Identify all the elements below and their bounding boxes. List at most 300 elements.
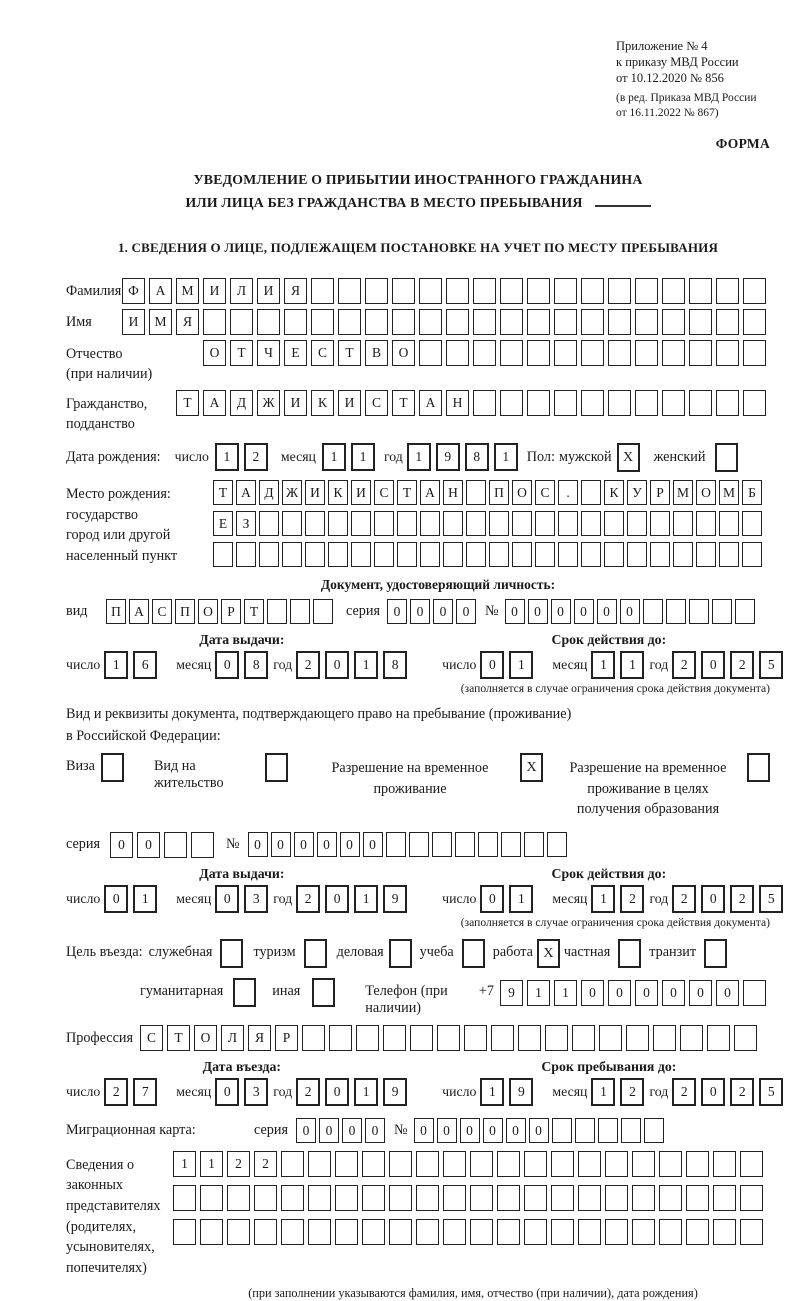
char-box[interactable]: О bbox=[696, 480, 716, 505]
char-box[interactable] bbox=[335, 1185, 358, 1211]
char-box[interactable] bbox=[365, 309, 388, 335]
date-digit-box[interactable]: 3 bbox=[244, 885, 268, 913]
char-box[interactable]: Ф bbox=[122, 278, 145, 304]
char-box[interactable]: С bbox=[535, 480, 555, 505]
char-box[interactable] bbox=[719, 542, 739, 567]
char-box[interactable] bbox=[362, 1185, 385, 1211]
date-digit-box[interactable]: 3 bbox=[244, 1078, 268, 1106]
char-box[interactable]: Т bbox=[397, 480, 417, 505]
checkbox-temp-residence-education[interactable] bbox=[747, 753, 770, 782]
char-box[interactable] bbox=[686, 1185, 709, 1211]
char-box[interactable] bbox=[632, 1151, 655, 1177]
char-box[interactable] bbox=[558, 542, 578, 567]
checkbox-other[interactable] bbox=[312, 978, 335, 1007]
char-box[interactable]: 1 bbox=[527, 980, 550, 1006]
char-box[interactable] bbox=[740, 1185, 763, 1211]
char-box[interactable]: Ж bbox=[257, 390, 280, 416]
char-box[interactable] bbox=[386, 832, 406, 857]
char-box[interactable] bbox=[608, 309, 631, 335]
char-box[interactable] bbox=[281, 1185, 304, 1211]
char-box[interactable] bbox=[696, 542, 716, 567]
char-box[interactable] bbox=[466, 480, 486, 505]
date-digit-box[interactable]: 2 bbox=[296, 885, 320, 913]
char-box[interactable] bbox=[259, 511, 279, 536]
char-box[interactable] bbox=[527, 340, 550, 366]
char-box[interactable]: С bbox=[374, 480, 394, 505]
char-box[interactable]: Б bbox=[742, 480, 762, 505]
char-box[interactable] bbox=[626, 1025, 649, 1051]
char-box[interactable] bbox=[581, 309, 604, 335]
char-box[interactable]: 0 bbox=[294, 832, 314, 857]
char-box[interactable] bbox=[313, 599, 333, 624]
char-box[interactable] bbox=[500, 390, 523, 416]
char-box[interactable] bbox=[581, 480, 601, 505]
char-box[interactable] bbox=[689, 340, 712, 366]
char-box[interactable] bbox=[581, 390, 604, 416]
checkbox-tourism[interactable] bbox=[304, 939, 327, 968]
char-box[interactable]: 0 bbox=[110, 832, 133, 858]
char-box[interactable]: И bbox=[203, 278, 226, 304]
char-box[interactable] bbox=[227, 1185, 250, 1211]
char-box[interactable] bbox=[735, 599, 755, 624]
char-box[interactable] bbox=[420, 542, 440, 567]
char-box[interactable] bbox=[554, 309, 577, 335]
date-digit-box[interactable]: 1 bbox=[104, 651, 128, 679]
date-digit-box[interactable]: 5 bbox=[759, 1078, 783, 1106]
char-box[interactable]: Я bbox=[176, 309, 199, 335]
char-box[interactable] bbox=[392, 309, 415, 335]
char-box[interactable]: 9 bbox=[500, 980, 523, 1006]
date-digit-box[interactable]: 0 bbox=[480, 651, 504, 679]
char-box[interactable] bbox=[551, 1151, 574, 1177]
date-digit-box[interactable]: 1 bbox=[322, 443, 346, 471]
char-box[interactable] bbox=[686, 1219, 709, 1245]
date-digit-box[interactable]: 8 bbox=[244, 651, 268, 679]
date-digit-box[interactable]: 6 bbox=[133, 651, 157, 679]
char-box[interactable]: 0 bbox=[433, 599, 453, 624]
date-digit-box[interactable]: 1 bbox=[133, 885, 157, 913]
date-digit-box[interactable]: 1 bbox=[509, 885, 533, 913]
char-box[interactable] bbox=[173, 1219, 196, 1245]
char-box[interactable]: А bbox=[236, 480, 256, 505]
date-digit-box[interactable]: 2 bbox=[730, 1078, 754, 1106]
char-box[interactable] bbox=[662, 390, 685, 416]
char-box[interactable] bbox=[605, 1151, 628, 1177]
char-box[interactable]: К bbox=[328, 480, 348, 505]
date-digit-box[interactable]: 1 bbox=[407, 443, 431, 471]
char-box[interactable] bbox=[662, 340, 685, 366]
char-box[interactable] bbox=[524, 1219, 547, 1245]
char-box[interactable] bbox=[489, 511, 509, 536]
date-digit-box[interactable]: 1 bbox=[354, 885, 378, 913]
char-box[interactable] bbox=[397, 542, 417, 567]
date-digit-box[interactable]: 5 bbox=[759, 651, 783, 679]
char-box[interactable]: Т bbox=[338, 340, 361, 366]
char-box[interactable] bbox=[713, 1185, 736, 1211]
char-box[interactable]: 0 bbox=[620, 599, 640, 624]
char-box[interactable] bbox=[254, 1219, 277, 1245]
char-box[interactable]: 0 bbox=[506, 1118, 526, 1143]
char-box[interactable] bbox=[419, 309, 442, 335]
char-box[interactable] bbox=[689, 390, 712, 416]
char-box[interactable] bbox=[713, 1219, 736, 1245]
char-box[interactable] bbox=[362, 1151, 385, 1177]
char-box[interactable] bbox=[696, 511, 716, 536]
char-box[interactable] bbox=[308, 1219, 331, 1245]
char-box[interactable]: 0 bbox=[342, 1118, 362, 1143]
date-digit-box[interactable]: 0 bbox=[215, 1078, 239, 1106]
char-box[interactable]: П bbox=[106, 599, 126, 624]
char-box[interactable]: А bbox=[203, 390, 226, 416]
char-box[interactable] bbox=[419, 278, 442, 304]
char-box[interactable]: 0 bbox=[340, 832, 360, 857]
char-box[interactable] bbox=[443, 1151, 466, 1177]
char-box[interactable]: Ж bbox=[282, 480, 302, 505]
char-box[interactable] bbox=[305, 542, 325, 567]
char-box[interactable] bbox=[416, 1185, 439, 1211]
char-box[interactable] bbox=[518, 1025, 541, 1051]
char-box[interactable]: 0 bbox=[387, 599, 407, 624]
char-box[interactable] bbox=[470, 1185, 493, 1211]
date-digit-box[interactable]: 9 bbox=[436, 443, 460, 471]
char-box[interactable]: И bbox=[338, 390, 361, 416]
char-box[interactable] bbox=[230, 309, 253, 335]
char-box[interactable] bbox=[719, 511, 739, 536]
char-box[interactable] bbox=[659, 1151, 682, 1177]
char-box[interactable]: О bbox=[198, 599, 218, 624]
date-digit-box[interactable]: 5 bbox=[759, 885, 783, 913]
char-box[interactable] bbox=[328, 511, 348, 536]
date-digit-box[interactable]: 0 bbox=[215, 651, 239, 679]
date-digit-box[interactable]: 1 bbox=[591, 651, 615, 679]
char-box[interactable] bbox=[497, 1219, 520, 1245]
char-box[interactable] bbox=[416, 1219, 439, 1245]
char-box[interactable] bbox=[554, 390, 577, 416]
char-box[interactable] bbox=[335, 1219, 358, 1245]
char-box[interactable] bbox=[308, 1151, 331, 1177]
char-box[interactable]: М bbox=[149, 309, 172, 335]
char-box[interactable] bbox=[689, 599, 709, 624]
char-box[interactable]: 0 bbox=[317, 832, 337, 857]
date-digit-box[interactable]: 1 bbox=[620, 651, 644, 679]
date-digit-box[interactable]: 2 bbox=[672, 1078, 696, 1106]
char-box[interactable] bbox=[680, 1025, 703, 1051]
char-box[interactable] bbox=[257, 309, 280, 335]
char-box[interactable] bbox=[527, 309, 550, 335]
char-box[interactable] bbox=[635, 278, 658, 304]
char-box[interactable]: 0 bbox=[319, 1118, 339, 1143]
date-digit-box[interactable]: 2 bbox=[620, 1078, 644, 1106]
char-box[interactable] bbox=[740, 1219, 763, 1245]
checkbox-residence-permit[interactable] bbox=[265, 753, 288, 782]
char-box[interactable]: О bbox=[194, 1025, 217, 1051]
char-box[interactable] bbox=[191, 832, 214, 858]
char-box[interactable]: Я bbox=[284, 278, 307, 304]
char-box[interactable] bbox=[443, 511, 463, 536]
char-box[interactable] bbox=[524, 1185, 547, 1211]
char-box[interactable] bbox=[686, 1151, 709, 1177]
char-box[interactable] bbox=[604, 511, 624, 536]
checkbox-visa[interactable] bbox=[101, 753, 124, 782]
char-box[interactable] bbox=[653, 1025, 676, 1051]
char-box[interactable] bbox=[200, 1219, 223, 1245]
char-box[interactable] bbox=[259, 542, 279, 567]
date-digit-box[interactable]: 2 bbox=[620, 885, 644, 913]
date-digit-box[interactable]: 2 bbox=[244, 443, 268, 471]
char-box[interactable] bbox=[443, 1185, 466, 1211]
char-box[interactable] bbox=[443, 1219, 466, 1245]
char-box[interactable] bbox=[608, 340, 631, 366]
char-box[interactable] bbox=[446, 278, 469, 304]
char-box[interactable] bbox=[551, 1219, 574, 1245]
char-box[interactable] bbox=[659, 1185, 682, 1211]
char-box[interactable]: 1 bbox=[173, 1151, 196, 1177]
date-digit-box[interactable]: 8 bbox=[383, 651, 407, 679]
char-box[interactable] bbox=[512, 542, 532, 567]
char-box[interactable]: 0 bbox=[551, 599, 571, 624]
char-box[interactable]: Т bbox=[244, 599, 264, 624]
date-digit-box[interactable]: 1 bbox=[591, 1078, 615, 1106]
char-box[interactable]: 0 bbox=[483, 1118, 503, 1143]
char-box[interactable] bbox=[466, 511, 486, 536]
char-box[interactable]: А bbox=[420, 480, 440, 505]
char-box[interactable] bbox=[455, 832, 475, 857]
char-box[interactable] bbox=[552, 1118, 572, 1143]
char-box[interactable] bbox=[351, 542, 371, 567]
char-box[interactable] bbox=[605, 1219, 628, 1245]
char-box[interactable] bbox=[662, 278, 685, 304]
char-box[interactable] bbox=[389, 1185, 412, 1211]
char-box[interactable]: Т bbox=[213, 480, 233, 505]
checkbox-work[interactable]: X bbox=[537, 939, 560, 968]
char-box[interactable]: В bbox=[365, 340, 388, 366]
char-box[interactable] bbox=[213, 542, 233, 567]
char-box[interactable] bbox=[383, 1025, 406, 1051]
char-box[interactable] bbox=[305, 511, 325, 536]
char-box[interactable]: И bbox=[122, 309, 145, 335]
char-box[interactable] bbox=[743, 278, 766, 304]
date-digit-box[interactable]: 1 bbox=[354, 1078, 378, 1106]
char-box[interactable] bbox=[302, 1025, 325, 1051]
char-box[interactable] bbox=[281, 1219, 304, 1245]
char-box[interactable]: Л bbox=[230, 278, 253, 304]
char-box[interactable] bbox=[742, 542, 762, 567]
char-box[interactable]: 0 bbox=[460, 1118, 480, 1143]
char-box[interactable] bbox=[501, 832, 521, 857]
char-box[interactable] bbox=[392, 278, 415, 304]
char-box[interactable]: 1 bbox=[200, 1151, 223, 1177]
date-digit-box[interactable]: 0 bbox=[104, 885, 128, 913]
char-box[interactable] bbox=[608, 390, 631, 416]
char-box[interactable] bbox=[446, 340, 469, 366]
char-box[interactable] bbox=[673, 511, 693, 536]
char-box[interactable]: Т bbox=[167, 1025, 190, 1051]
char-box[interactable] bbox=[581, 542, 601, 567]
char-box[interactable]: И bbox=[305, 480, 325, 505]
char-box[interactable]: 0 bbox=[689, 980, 712, 1006]
char-box[interactable] bbox=[500, 309, 523, 335]
char-box[interactable] bbox=[443, 542, 463, 567]
char-box[interactable] bbox=[581, 278, 604, 304]
date-digit-box[interactable]: 1 bbox=[354, 651, 378, 679]
char-box[interactable] bbox=[254, 1185, 277, 1211]
char-box[interactable] bbox=[338, 278, 361, 304]
char-box[interactable] bbox=[200, 1185, 223, 1211]
char-box[interactable] bbox=[410, 1025, 433, 1051]
date-digit-box[interactable]: 0 bbox=[480, 885, 504, 913]
date-digit-box[interactable]: 2 bbox=[296, 651, 320, 679]
char-box[interactable] bbox=[470, 1219, 493, 1245]
char-box[interactable] bbox=[604, 542, 624, 567]
char-box[interactable] bbox=[551, 1185, 574, 1211]
char-box[interactable] bbox=[547, 832, 567, 857]
date-digit-box[interactable]: 2 bbox=[730, 885, 754, 913]
char-box[interactable] bbox=[432, 832, 452, 857]
char-box[interactable] bbox=[497, 1151, 520, 1177]
char-box[interactable] bbox=[527, 278, 550, 304]
char-box[interactable]: 0 bbox=[414, 1118, 434, 1143]
date-digit-box[interactable]: 0 bbox=[701, 1078, 725, 1106]
char-box[interactable]: 0 bbox=[410, 599, 430, 624]
char-box[interactable]: 0 bbox=[296, 1118, 316, 1143]
char-box[interactable] bbox=[351, 511, 371, 536]
char-box[interactable]: С bbox=[365, 390, 388, 416]
char-box[interactable]: Т bbox=[230, 340, 253, 366]
char-box[interactable] bbox=[419, 340, 442, 366]
date-digit-box[interactable]: 9 bbox=[383, 885, 407, 913]
char-box[interactable] bbox=[644, 1118, 664, 1143]
char-box[interactable]: К bbox=[604, 480, 624, 505]
date-digit-box[interactable]: 1 bbox=[494, 443, 518, 471]
char-box[interactable]: Е bbox=[213, 511, 233, 536]
char-box[interactable] bbox=[420, 511, 440, 536]
char-box[interactable] bbox=[478, 832, 498, 857]
char-box[interactable]: Т bbox=[392, 390, 415, 416]
char-box[interactable] bbox=[446, 309, 469, 335]
char-box[interactable]: 0 bbox=[271, 832, 291, 857]
date-digit-box[interactable]: 1 bbox=[480, 1078, 504, 1106]
char-box[interactable]: С bbox=[140, 1025, 163, 1051]
char-box[interactable] bbox=[578, 1219, 601, 1245]
checkbox-temp-residence[interactable]: X bbox=[520, 753, 543, 782]
char-box[interactable]: И bbox=[351, 480, 371, 505]
char-box[interactable] bbox=[743, 340, 766, 366]
char-box[interactable] bbox=[473, 309, 496, 335]
char-box[interactable] bbox=[362, 1219, 385, 1245]
char-box[interactable] bbox=[650, 542, 670, 567]
char-box[interactable] bbox=[554, 278, 577, 304]
checkbox-private[interactable] bbox=[618, 939, 641, 968]
char-box[interactable] bbox=[173, 1185, 196, 1211]
checkbox-transit[interactable] bbox=[704, 939, 727, 968]
char-box[interactable]: Н bbox=[443, 480, 463, 505]
char-box[interactable]: Р bbox=[275, 1025, 298, 1051]
date-digit-box[interactable]: 8 bbox=[465, 443, 489, 471]
char-box[interactable]: О bbox=[392, 340, 415, 366]
char-box[interactable]: 0 bbox=[363, 832, 383, 857]
char-box[interactable] bbox=[673, 542, 693, 567]
char-box[interactable]: 2 bbox=[227, 1151, 250, 1177]
char-box[interactable] bbox=[437, 1025, 460, 1051]
char-box[interactable]: Л bbox=[221, 1025, 244, 1051]
char-box[interactable] bbox=[328, 542, 348, 567]
char-box[interactable] bbox=[662, 309, 685, 335]
char-box[interactable] bbox=[716, 309, 739, 335]
checkbox-official[interactable] bbox=[220, 939, 243, 968]
date-digit-box[interactable]: 2 bbox=[672, 651, 696, 679]
char-box[interactable] bbox=[632, 1219, 655, 1245]
char-box[interactable] bbox=[311, 309, 334, 335]
char-box[interactable]: 0 bbox=[528, 599, 548, 624]
char-box[interactable] bbox=[572, 1025, 595, 1051]
char-box[interactable]: 0 bbox=[456, 599, 476, 624]
char-box[interactable]: И bbox=[257, 278, 280, 304]
char-box[interactable] bbox=[389, 1151, 412, 1177]
char-box[interactable] bbox=[389, 1219, 412, 1245]
char-box[interactable]: 0 bbox=[662, 980, 685, 1006]
date-digit-box[interactable]: 1 bbox=[591, 885, 615, 913]
char-box[interactable]: 0 bbox=[137, 832, 160, 858]
char-box[interactable] bbox=[743, 309, 766, 335]
char-box[interactable] bbox=[650, 511, 670, 536]
char-box[interactable]: А bbox=[419, 390, 442, 416]
char-box[interactable]: С bbox=[152, 599, 172, 624]
date-digit-box[interactable]: 0 bbox=[215, 885, 239, 913]
char-box[interactable] bbox=[635, 390, 658, 416]
char-box[interactable]: 0 bbox=[505, 599, 525, 624]
char-box[interactable] bbox=[599, 1025, 622, 1051]
char-box[interactable] bbox=[473, 390, 496, 416]
char-box[interactable]: 0 bbox=[635, 980, 658, 1006]
char-box[interactable] bbox=[500, 278, 523, 304]
char-box[interactable] bbox=[524, 1151, 547, 1177]
char-box[interactable] bbox=[621, 1118, 641, 1143]
char-box[interactable] bbox=[329, 1025, 352, 1051]
char-box[interactable] bbox=[535, 542, 555, 567]
char-box[interactable]: 2 bbox=[254, 1151, 277, 1177]
char-box[interactable]: Н bbox=[446, 390, 469, 416]
char-box[interactable]: 0 bbox=[437, 1118, 457, 1143]
date-digit-box[interactable]: 2 bbox=[672, 885, 696, 913]
char-box[interactable] bbox=[281, 1151, 304, 1177]
date-digit-box[interactable]: 1 bbox=[509, 651, 533, 679]
char-box[interactable] bbox=[308, 1185, 331, 1211]
char-box[interactable]: З bbox=[236, 511, 256, 536]
date-digit-box[interactable]: 2 bbox=[730, 651, 754, 679]
char-box[interactable] bbox=[409, 832, 429, 857]
char-box[interactable] bbox=[716, 340, 739, 366]
char-box[interactable] bbox=[712, 599, 732, 624]
char-box[interactable]: Я bbox=[248, 1025, 271, 1051]
char-box[interactable]: Р bbox=[221, 599, 241, 624]
char-box[interactable] bbox=[734, 1025, 757, 1051]
date-digit-box[interactable]: 0 bbox=[325, 1078, 349, 1106]
char-box[interactable] bbox=[416, 1151, 439, 1177]
date-digit-box[interactable]: 1 bbox=[351, 443, 375, 471]
char-box[interactable] bbox=[743, 390, 766, 416]
char-box[interactable]: Р bbox=[650, 480, 670, 505]
char-box[interactable] bbox=[707, 1025, 730, 1051]
char-box[interactable]: А bbox=[129, 599, 149, 624]
char-box[interactable] bbox=[290, 599, 310, 624]
char-box[interactable] bbox=[497, 1185, 520, 1211]
char-box[interactable]: 0 bbox=[529, 1118, 549, 1143]
char-box[interactable] bbox=[512, 511, 532, 536]
char-box[interactable]: О bbox=[203, 340, 226, 366]
char-box[interactable] bbox=[740, 1151, 763, 1177]
checkbox-male[interactable]: X bbox=[617, 443, 640, 472]
char-box[interactable]: У bbox=[627, 480, 647, 505]
